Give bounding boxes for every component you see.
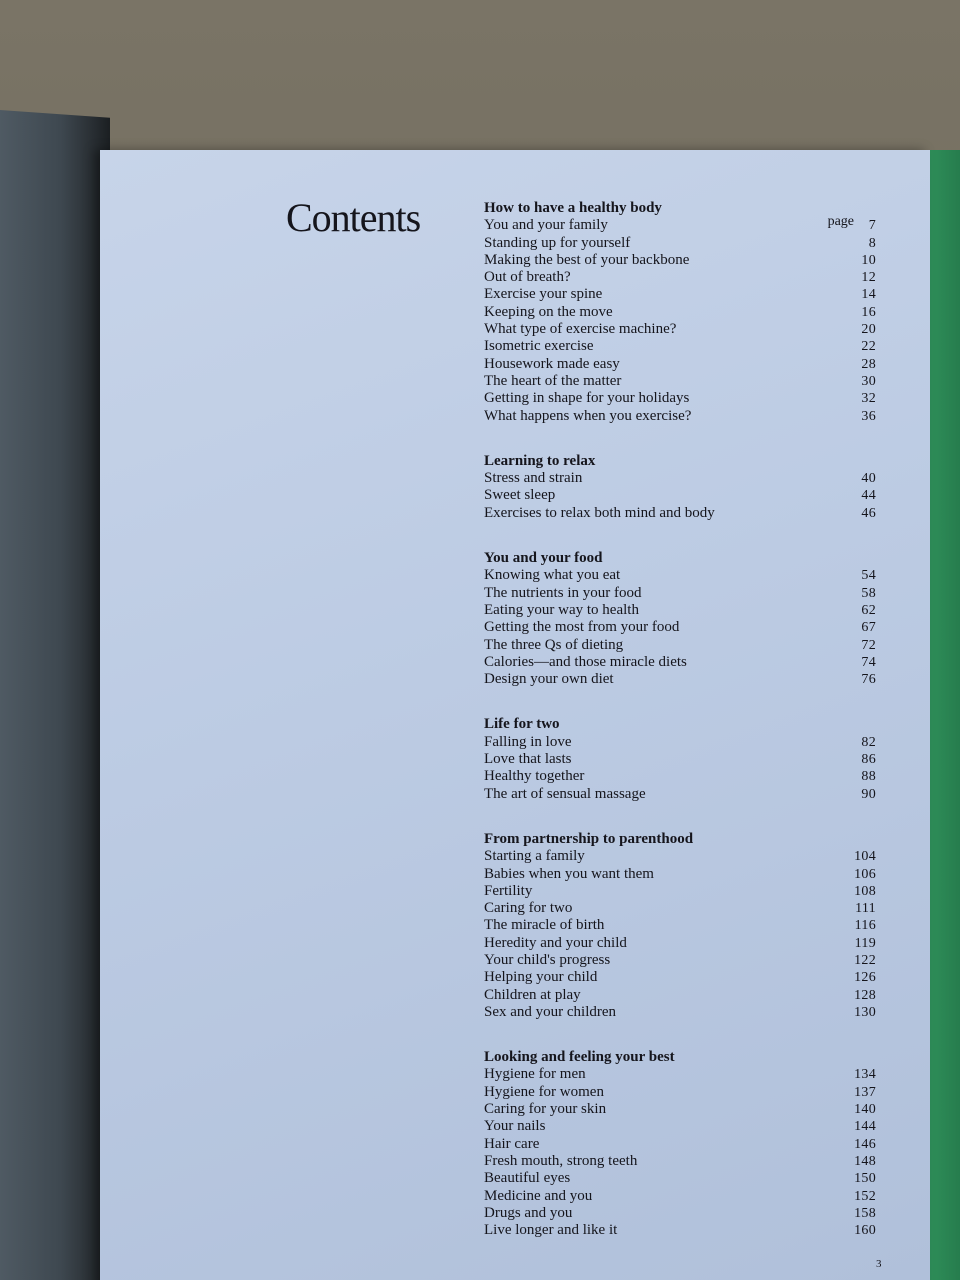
toc-entry bbox=[484, 1136, 876, 1153]
entry-page-number: 106 bbox=[854, 866, 876, 882]
toc-section bbox=[484, 831, 876, 1021]
toc-entry bbox=[484, 373, 876, 390]
entry-page-number: 137 bbox=[854, 1084, 876, 1100]
entry-page-number: 128 bbox=[854, 987, 876, 1003]
toc-entry bbox=[484, 866, 876, 883]
toc-entry bbox=[484, 654, 876, 671]
toc-entry bbox=[484, 252, 876, 269]
toc-entry bbox=[484, 235, 876, 252]
toc-section bbox=[484, 200, 876, 425]
entry-page-number: 62 bbox=[861, 602, 876, 618]
toc-entry bbox=[484, 1153, 876, 1170]
toc-entry bbox=[484, 214, 876, 234]
toc-entry bbox=[484, 969, 876, 986]
toc-section bbox=[484, 550, 876, 688]
entry-page-number: 160 bbox=[854, 1223, 876, 1239]
entry-page-number: 119 bbox=[854, 935, 876, 951]
toc-entry bbox=[484, 1170, 876, 1187]
entry-title: What happens when you exercise? bbox=[484, 407, 692, 424]
entry-page-number: 30 bbox=[861, 373, 876, 389]
entry-title: Hygiene for men bbox=[484, 1066, 586, 1083]
toc-entry bbox=[484, 408, 876, 425]
toc-entry bbox=[484, 1004, 876, 1021]
toc-entry bbox=[484, 470, 876, 487]
entry-page-number: 152 bbox=[854, 1188, 876, 1204]
toc-entry bbox=[484, 505, 876, 522]
entry-title: Exercise your spine bbox=[484, 286, 603, 303]
entry-page-number: 40 bbox=[861, 471, 876, 487]
entry-page-number: 140 bbox=[854, 1102, 876, 1118]
entry-title: Drugs and you bbox=[484, 1204, 573, 1221]
entry-title: Medicine and you bbox=[484, 1187, 593, 1204]
folio-page-number: 3 bbox=[876, 1258, 882, 1270]
entry-page-number: 32 bbox=[861, 391, 876, 407]
entry-page-number: 82 bbox=[861, 734, 876, 750]
page-label: page bbox=[827, 214, 854, 230]
entry-page-number: 86 bbox=[861, 752, 876, 768]
table-of-contents bbox=[484, 200, 876, 1239]
entry-title: Exercises to relax both mind and body bbox=[484, 504, 715, 521]
entry-title: Design your own diet bbox=[484, 671, 614, 688]
entry-page-number: 122 bbox=[854, 952, 876, 968]
entry-page-number: 67 bbox=[861, 620, 876, 636]
entry-title: Eating your way to health bbox=[484, 601, 639, 618]
entry-title: Making the best of your backbone bbox=[484, 251, 690, 268]
book-cover-edge bbox=[0, 110, 110, 1280]
entry-title: Love that lasts bbox=[484, 751, 572, 768]
entry-title: Out of breath? bbox=[484, 269, 571, 286]
entry-page-number: 36 bbox=[861, 408, 876, 424]
toc-entry bbox=[484, 900, 876, 917]
entry-page-number: 104 bbox=[854, 849, 876, 865]
entry-page-number: 90 bbox=[861, 786, 876, 802]
entry-page-number: 72 bbox=[861, 637, 876, 653]
toc-entry bbox=[484, 848, 876, 865]
entry-page-number: 158 bbox=[854, 1205, 876, 1221]
toc-entry bbox=[484, 1222, 876, 1239]
entry-page-number: 20 bbox=[861, 322, 876, 338]
toc-entry bbox=[484, 935, 876, 952]
toc-entry bbox=[484, 338, 876, 355]
entry-title: Knowing what you eat bbox=[484, 567, 621, 584]
entry-title: Keeping on the move bbox=[484, 303, 613, 320]
entry-page-number: 46 bbox=[861, 505, 876, 521]
toc-entry bbox=[484, 734, 876, 751]
entry-page-number: 74 bbox=[861, 654, 876, 670]
entry-title: Your nails bbox=[484, 1118, 546, 1135]
entry-title: Children at play bbox=[484, 986, 581, 1003]
toc-entry bbox=[484, 321, 876, 338]
entry-title: Healthy together bbox=[484, 768, 585, 785]
entry-title: What type of exercise machine? bbox=[484, 321, 677, 338]
entry-page-number: 8 bbox=[868, 235, 876, 251]
toc-entry bbox=[484, 286, 876, 303]
entry-page-number: 22 bbox=[861, 339, 876, 355]
entry-title: The three Qs of dieting bbox=[484, 636, 624, 653]
entry-page-number: 14 bbox=[861, 287, 876, 303]
toc-entry bbox=[484, 917, 876, 934]
entry-title: Caring for your skin bbox=[484, 1101, 607, 1118]
toc-entry bbox=[484, 1084, 876, 1101]
toc-entry bbox=[484, 671, 876, 688]
toc-entry bbox=[484, 619, 876, 636]
entry-title: Live longer and like it bbox=[484, 1222, 618, 1239]
entry-page-number: 144 bbox=[854, 1119, 876, 1135]
section-heading: Learning to relax bbox=[484, 452, 596, 469]
toc-entry bbox=[484, 585, 876, 602]
entry-page-number: 10 bbox=[861, 252, 876, 268]
toc-section bbox=[484, 716, 876, 802]
entry-title: Calories—and those miracle diets bbox=[484, 653, 687, 670]
page-title: Contents bbox=[286, 195, 421, 240]
toc-entry bbox=[484, 269, 876, 286]
entry-page-number: 111 bbox=[855, 901, 876, 917]
section-heading: From partnership to parenthood bbox=[484, 830, 694, 847]
entry-page-number: 130 bbox=[854, 1004, 876, 1020]
toc-entry bbox=[484, 987, 876, 1004]
entry-page-number: 126 bbox=[854, 970, 876, 986]
entry-title: Heredity and your child bbox=[484, 934, 627, 951]
entry-title: Your child's progress bbox=[484, 951, 611, 968]
toc-entry bbox=[484, 1066, 876, 1083]
entry-page-number: 88 bbox=[861, 769, 876, 785]
entry-title: Hygiene for women bbox=[484, 1083, 604, 1100]
entry-page-number: 16 bbox=[861, 304, 876, 320]
toc-entry bbox=[484, 602, 876, 619]
entry-title: The miracle of birth bbox=[484, 917, 605, 934]
entry-page-number: 7 bbox=[868, 218, 876, 234]
toc-entry bbox=[484, 751, 876, 768]
entry-page-number: 116 bbox=[854, 918, 876, 934]
entry-page-number: 134 bbox=[854, 1067, 876, 1083]
toc-entry bbox=[484, 1101, 876, 1118]
section-heading: How to have a healthy body bbox=[484, 200, 662, 216]
entry-title: Sex and your children bbox=[484, 1003, 617, 1020]
entry-page-number: 150 bbox=[854, 1171, 876, 1187]
toc-entry bbox=[484, 1205, 876, 1222]
entry-title: Hair care bbox=[484, 1135, 540, 1152]
entry-title: Fertility bbox=[484, 882, 533, 899]
entry-title: Caring for two bbox=[484, 900, 573, 917]
toc-entry bbox=[484, 390, 876, 407]
section-heading: Looking and feeling your best bbox=[484, 1049, 675, 1066]
entry-title: Helping your child bbox=[484, 969, 598, 986]
toc-entry bbox=[484, 567, 876, 584]
entry-page-number: 28 bbox=[861, 356, 876, 372]
entry-page-number: 54 bbox=[861, 568, 876, 584]
entry-title: Sweet sleep bbox=[484, 487, 556, 504]
toc-entry bbox=[484, 786, 876, 803]
entry-title: Falling in love bbox=[484, 733, 572, 750]
toc-entry bbox=[484, 1188, 876, 1205]
toc-entry bbox=[484, 768, 876, 785]
entry-title: Isometric exercise bbox=[484, 338, 594, 355]
toc-entry bbox=[484, 487, 876, 504]
entry-title: You and your family bbox=[484, 217, 608, 234]
section-heading: You and your food bbox=[484, 550, 603, 567]
entry-title: Standing up for yourself bbox=[484, 234, 631, 251]
toc-entry bbox=[484, 637, 876, 654]
entry-title: Babies when you want them bbox=[484, 865, 654, 882]
entry-title: Fresh mouth, strong teeth bbox=[484, 1152, 638, 1169]
toc-entry bbox=[484, 304, 876, 321]
entry-title: Stress and strain bbox=[484, 470, 583, 487]
toc-entry bbox=[484, 356, 876, 373]
entry-page-number: 146 bbox=[854, 1136, 876, 1152]
entry-title: Housework made easy bbox=[484, 355, 620, 372]
entry-title: Beautiful eyes bbox=[484, 1170, 571, 1187]
entry-title: The nutrients in your food bbox=[484, 584, 642, 601]
entry-title: The art of sensual massage bbox=[484, 785, 646, 802]
section-heading: Life for two bbox=[484, 716, 560, 733]
entry-page-number: 12 bbox=[861, 270, 876, 286]
toc-entry bbox=[484, 883, 876, 900]
entry-title: Getting in shape for your holidays bbox=[484, 390, 690, 407]
entry-page-number: 44 bbox=[861, 488, 876, 504]
toc-entry bbox=[484, 1118, 876, 1135]
entry-page-number: 58 bbox=[861, 585, 876, 601]
toc-section bbox=[484, 1049, 876, 1239]
entry-title: The heart of the matter bbox=[484, 372, 622, 389]
entry-title: Starting a family bbox=[484, 848, 585, 865]
book-page bbox=[100, 150, 930, 1280]
entry-title: Getting the most from your food bbox=[484, 619, 680, 636]
toc-entry bbox=[484, 952, 876, 969]
entry-page-number: 148 bbox=[854, 1153, 876, 1169]
entry-page-number: 108 bbox=[854, 883, 876, 899]
book-green-edge bbox=[928, 150, 960, 1280]
entry-page-number: 76 bbox=[861, 672, 876, 688]
toc-section bbox=[484, 453, 876, 522]
